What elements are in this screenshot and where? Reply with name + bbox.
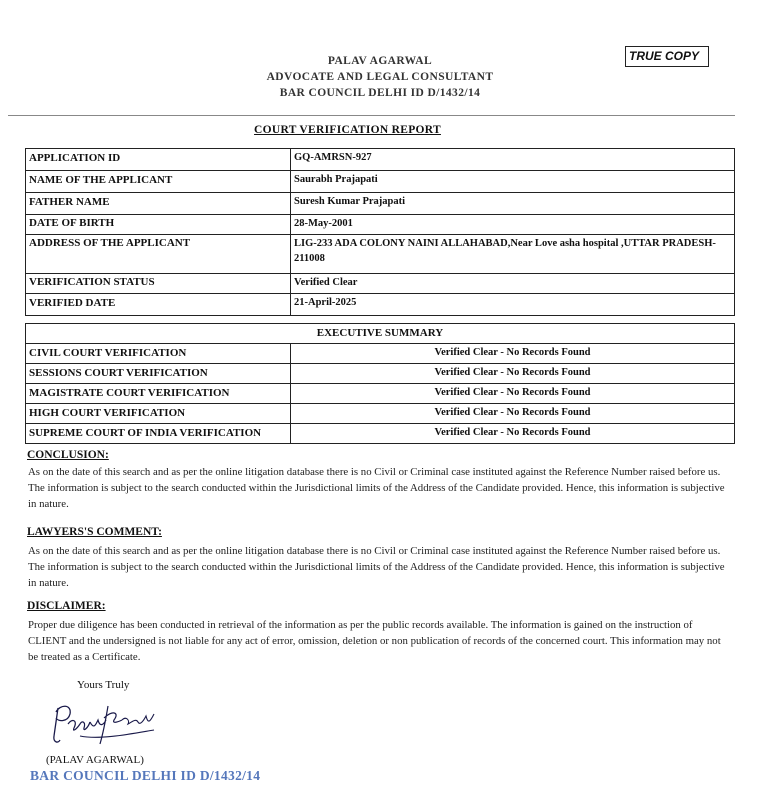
header-bar-id: BAR COUNCIL DELHI ID D/1432/14 <box>279 87 481 99</box>
executive-summary-table <box>25 323 735 444</box>
summary-label: SESSIONS COURT VERIFICATION <box>26 364 291 384</box>
disclaimer-text: Proper due diligence has been conducted in retrieval of the information as per the public records available. The information is gained on the instruction of CLIENT and the undersigned is not liable for any act of error, omission, deletion or non publication of records of the concerned court. This information may not be treated as a Certificate. <box>28 619 721 663</box>
table-row <box>26 149 735 171</box>
table-row <box>26 324 735 344</box>
summary-value: Verified Clear - No Records Found <box>291 384 735 404</box>
detail-label: DATE OF BIRTH <box>26 215 291 235</box>
detail-value: Suresh Kumar Prajapati <box>291 193 735 215</box>
summary-value: Verified Clear - No Records Found <box>291 344 735 364</box>
table-row <box>26 344 735 364</box>
table-row <box>26 193 735 215</box>
table-row <box>26 294 735 316</box>
summary-label: CIVIL COURT VERIFICATION <box>26 344 291 364</box>
detail-value: Saurabh Prajapati <box>291 171 735 193</box>
detail-label: VERIFIED DATE <box>26 294 291 316</box>
summary-value: Verified Clear - No Records Found <box>291 364 735 384</box>
header-divider <box>8 115 735 116</box>
signatory-bar-id: BAR COUNCIL DELHI ID D/1432/14 <box>30 768 261 783</box>
summary-heading: EXECUTIVE SUMMARY <box>26 324 735 344</box>
report-title: COURT VERIFICATION REPORT <box>254 124 441 136</box>
table-row <box>26 384 735 404</box>
detail-label: NAME OF THE APPLICANT <box>26 171 291 193</box>
table-row <box>26 171 735 193</box>
lawyers-comment-text: As on the date of this search and as per the online litigation database there is no Civil or Criminal case instituted against the Reference Number raised before us. The information is subject to the search conducted within the Jurisdictional limits of the Address of the Candidate provided. Hence, this information is subjective in nature. <box>28 545 725 589</box>
table-row <box>26 424 735 444</box>
summary-value: Verified Clear - No Records Found <box>291 404 735 424</box>
summary-value: Verified Clear - No Records Found <box>291 424 735 444</box>
applicant-details-table <box>25 148 735 316</box>
table-row <box>26 235 735 274</box>
disclaimer-heading: DISCLAIMER: <box>27 600 106 612</box>
detail-label: APPLICATION ID <box>26 149 291 171</box>
signatory-name: (PALAV AGARWAL) <box>46 754 144 766</box>
detail-value: 28-May-2001 <box>291 215 735 235</box>
closing-text: Yours Truly <box>77 679 130 691</box>
detail-value: GQ-AMRSN-927 <box>291 149 735 171</box>
detail-value: Verified Clear <box>291 274 735 294</box>
signature-image <box>50 700 160 748</box>
advocate-designation: ADVOCATE AND LEGAL CONSULTANT <box>266 71 494 83</box>
table-row <box>26 404 735 424</box>
conclusion-heading: CONCLUSION: <box>27 449 109 461</box>
table-row <box>26 215 735 235</box>
summary-label: SUPREME COURT OF INDIA VERIFICATION <box>26 424 291 444</box>
table-row <box>26 274 735 294</box>
detail-label: FATHER NAME <box>26 193 291 215</box>
advocate-name: PALAV AGARWAL <box>327 55 433 67</box>
summary-label: MAGISTRATE COURT VERIFICATION <box>26 384 291 404</box>
lawyers-comment-heading: LAWYERS'S COMMENT: <box>27 526 162 538</box>
true-copy-stamp: TRUE COPY <box>625 46 709 67</box>
summary-label: HIGH COURT VERIFICATION <box>26 404 291 424</box>
detail-value: 21-April-2025 <box>291 294 735 316</box>
detail-value: LIG-233 ADA COLONY NAINI ALLAHABAD,Near Love asha hospital ,UTTAR PRADESH-211008 <box>291 235 735 274</box>
detail-label: ADDRESS OF THE APPLICANT <box>26 235 291 274</box>
conclusion-text: As on the date of this search and as per the online litigation database there is no Civil or Criminal case instituted against the Reference Number raised before us. The information is subject to the search conducted within the Jurisdictional limits of the Address of the Candidate provided. Hence, this information is subjective in nature. <box>28 466 725 510</box>
detail-label: VERIFICATION STATUS <box>26 274 291 294</box>
table-row <box>26 364 735 384</box>
